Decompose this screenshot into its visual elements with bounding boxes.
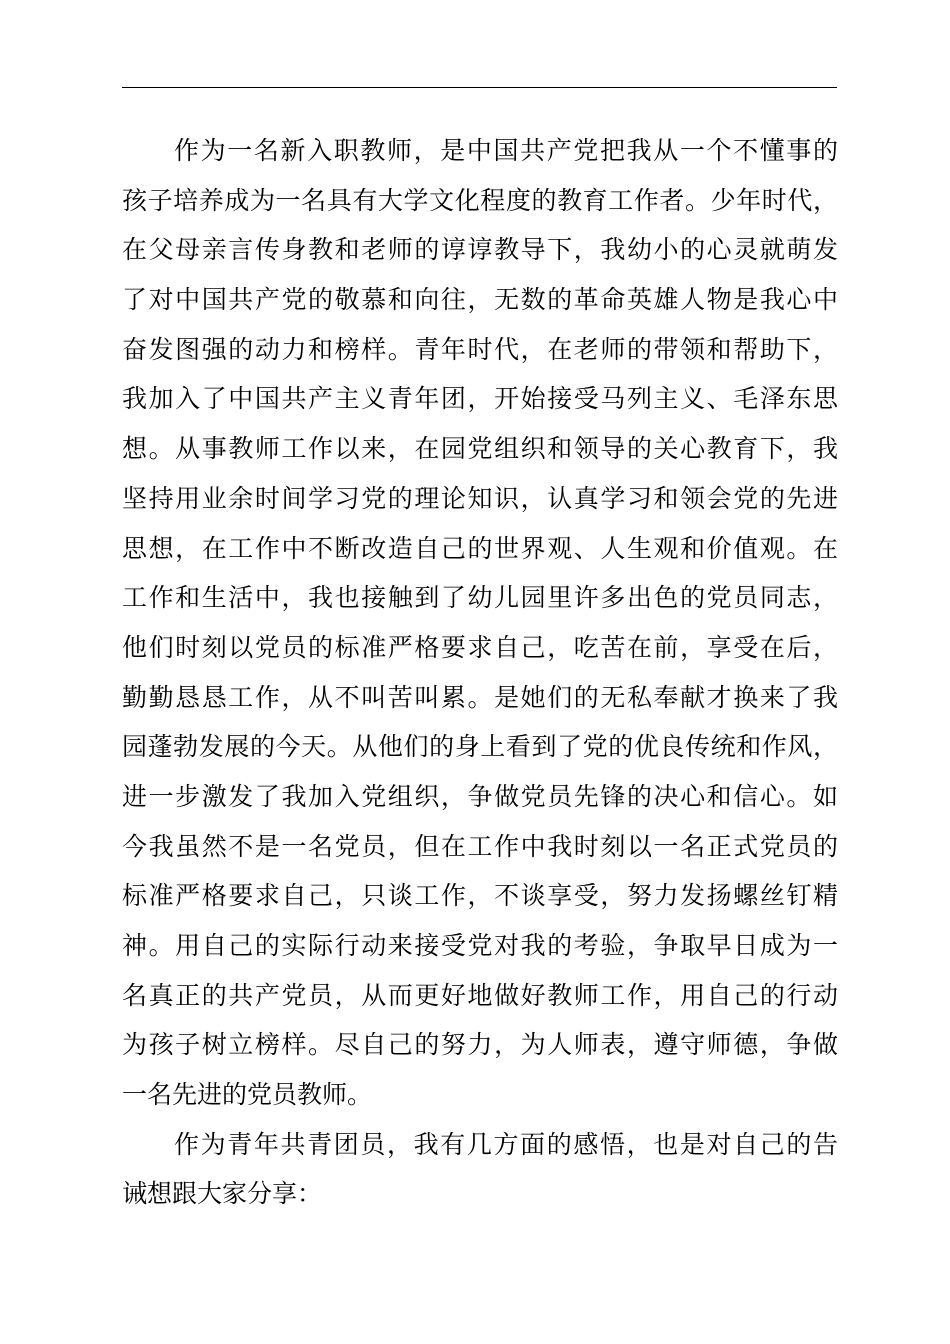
paragraph-1-line: 作为一名新入职教师，是中国共产党把我从一个不懂事的 [174,136,838,165]
paragraph-1-line: 奋发图强的动力和榜样。青年时代，在老师的带领和帮助下， [122,334,838,364]
paragraph-1-line: 进一步激发了我加入党组织，争做党员先锋的决心和信心。如 [122,781,838,811]
paragraph-1-line: 一名先进的党员教师。 [122,1080,373,1110]
paragraph-1-line: 名真正的共产党员，从而更好地做好教师工作，用自己的行动 [122,980,838,1010]
paragraph-1-line: 我加入了中国共产主义青年团，开始接受马列主义、毛泽东思 [122,384,838,414]
body-text [122,126,838,1219]
paragraph-1-line: 标准严格要求自己，只谈工作，不谈享受，努力发扬螺丝钉精 [122,881,838,911]
paragraph-1-line: 为孩子树立榜样。尽自己的努力，为人师表，遵守师德，争做 [122,1030,838,1060]
paragraph-1-line: 他们时刻以党员的标准严格要求自己，吃苦在前，享受在后， [122,632,838,662]
paragraph-1-line: 坚持用业余时间学习党的理论知识，认真学习和领会党的先进 [122,483,838,513]
paragraph-1-line: 神。用自己的实际行动来接受党对我的考验，争取早日成为一 [122,931,838,960]
paragraph-1-line: 想。从事教师工作以来，在园党组织和领导的关心教育下，我 [122,434,838,464]
paragraph-1-line: 工作和生活中，我也接触到了幼儿园里许多出色的党员同志， [122,583,838,613]
paragraph-2-line: 诫想跟大家分享： [122,1179,323,1209]
paragraph-1-line: 在父母亲言传身教和老师的谆谆教导下，我幼小的心灵就萌发 [122,235,838,265]
header-rule [122,87,837,88]
paragraph-1-line: 孩子培养成为一名具有大学文化程度的教育工作者。少年时代， [122,185,838,215]
paragraph-1-line: 园蓬勃发展的今天。从他们的身上看到了党的优良传统和作风， [122,732,838,762]
paragraph-1-line: 思想，在工作中不断改造自己的世界观、人生观和价值观。在 [122,533,838,563]
paragraph-2-line: 作为青年共青团员，我有几方面的感悟，也是对自己的告 [174,1129,838,1159]
paragraph-1-line: 今我虽然不是一名党员，但在工作中我时刻以一名正式党员的 [122,831,838,861]
paragraph-1-line: 了对中国共产党的敬慕和向往，无数的革命英雄人物是我心中 [122,285,838,315]
paragraph-1-line: 勤勤恳恳工作，从不叫苦叫累。是她们的无私奉献才换来了我 [122,682,838,712]
